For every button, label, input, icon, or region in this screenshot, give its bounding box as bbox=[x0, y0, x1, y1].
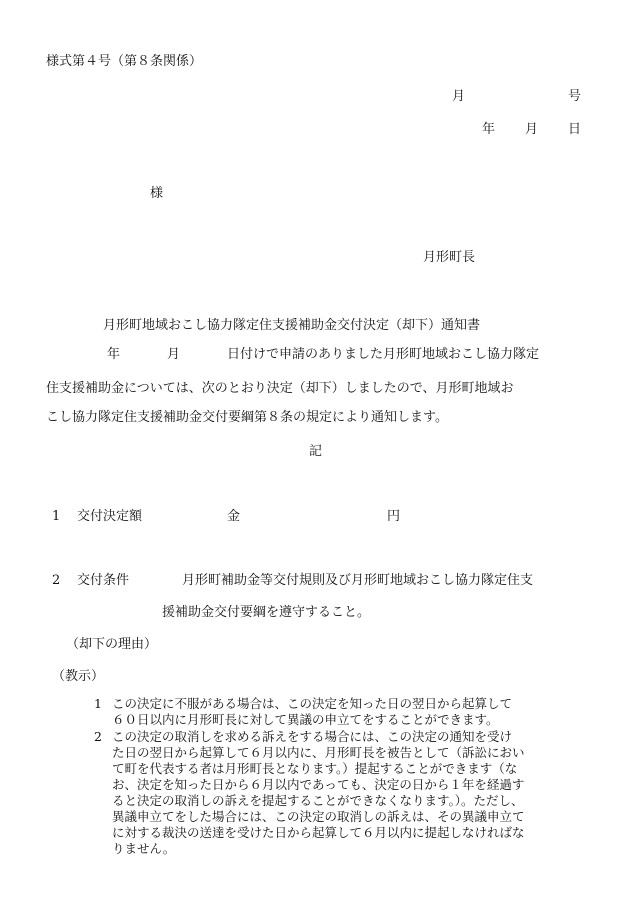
date-day: 日 bbox=[568, 122, 582, 137]
item1-label: 交付決定額 bbox=[77, 509, 143, 524]
note-line: この決定に不服がある場合は、この決定を知った日の翌日から起算して bbox=[112, 696, 513, 711]
note-line: た日の翌日から起算して６月以内に、月形町長を被告として（訴訟におい bbox=[112, 745, 525, 760]
addressee-suffix: 様 bbox=[150, 186, 164, 201]
note-line: ６０日以内に月形町長に対して異議の申立てをすることができます。 bbox=[112, 712, 499, 727]
item1-number: 1 bbox=[52, 509, 61, 524]
body-paragraph bbox=[46, 378, 513, 428]
item1-en: 円 bbox=[387, 509, 401, 524]
note-line: ると決定の取消しの訴えを提起することができなくなります。）。ただし、 bbox=[112, 793, 524, 808]
body-line: こし協力隊定住支援補助金交付要綱第８条の規定により通知します。 bbox=[46, 410, 448, 425]
note-line: に対する裁決の送達を受けた日から起算して６月以内に提起しなければな bbox=[112, 825, 525, 840]
date-month: 月 bbox=[525, 122, 539, 137]
ki-mark: 記 bbox=[309, 444, 323, 459]
rejection-reason-heading: （却下の理由） bbox=[66, 637, 158, 652]
instruction-notes bbox=[94, 696, 594, 858]
note-number: 2 bbox=[94, 729, 102, 744]
issuer-name: 月形町長 bbox=[423, 250, 476, 265]
item2-number: 2 bbox=[52, 573, 61, 588]
issue-number-suffix: 号 bbox=[568, 89, 582, 104]
instruction-note bbox=[94, 696, 594, 728]
body-date-text: 日付けで申請のありました月形町地域おこし協力隊定 bbox=[227, 347, 540, 362]
document-title: 月形町地域おこし協力隊定住支援補助金交付決定（却下）通知書 bbox=[103, 318, 481, 333]
body-date-month: 月 bbox=[167, 347, 181, 362]
item2-text-line: 月形町補助金等交付規則及び月形町地域おこし協力隊定住支 bbox=[182, 573, 534, 588]
note-line: お、決定を知った日から６月以内であっても、決定の日から１年を経過す bbox=[112, 777, 525, 792]
note-line: この決定の取消しを求める訴えをする場合には、この決定の通知を受け bbox=[112, 729, 513, 744]
form-label: 様式第４号（第８条関係） bbox=[46, 54, 203, 69]
body-date-year: 年 bbox=[107, 347, 121, 362]
body-line: 住支援補助金については、次のとおり決定（却下）しましたので、月形町地域お bbox=[46, 381, 514, 396]
note-line: 異議申立てをした場合には、この決定の取消しの訴えは、その異議申立て bbox=[112, 809, 525, 824]
note-line: りません。 bbox=[112, 841, 176, 856]
item2-label: 交付条件 bbox=[77, 573, 130, 588]
item1-kin: 金 bbox=[227, 509, 241, 524]
instruction-note bbox=[94, 729, 594, 857]
note-number: 1 bbox=[94, 696, 102, 711]
date-year: 年 bbox=[482, 122, 496, 137]
note-line: て町を代表する者は月形町長となります。）提起することができます（な bbox=[112, 761, 518, 776]
item2-text-line: 援補助金交付要綱を遵守すること。 bbox=[162, 605, 371, 620]
instruction-heading: （教示） bbox=[52, 669, 105, 684]
issue-number-month: 月 bbox=[452, 89, 466, 104]
